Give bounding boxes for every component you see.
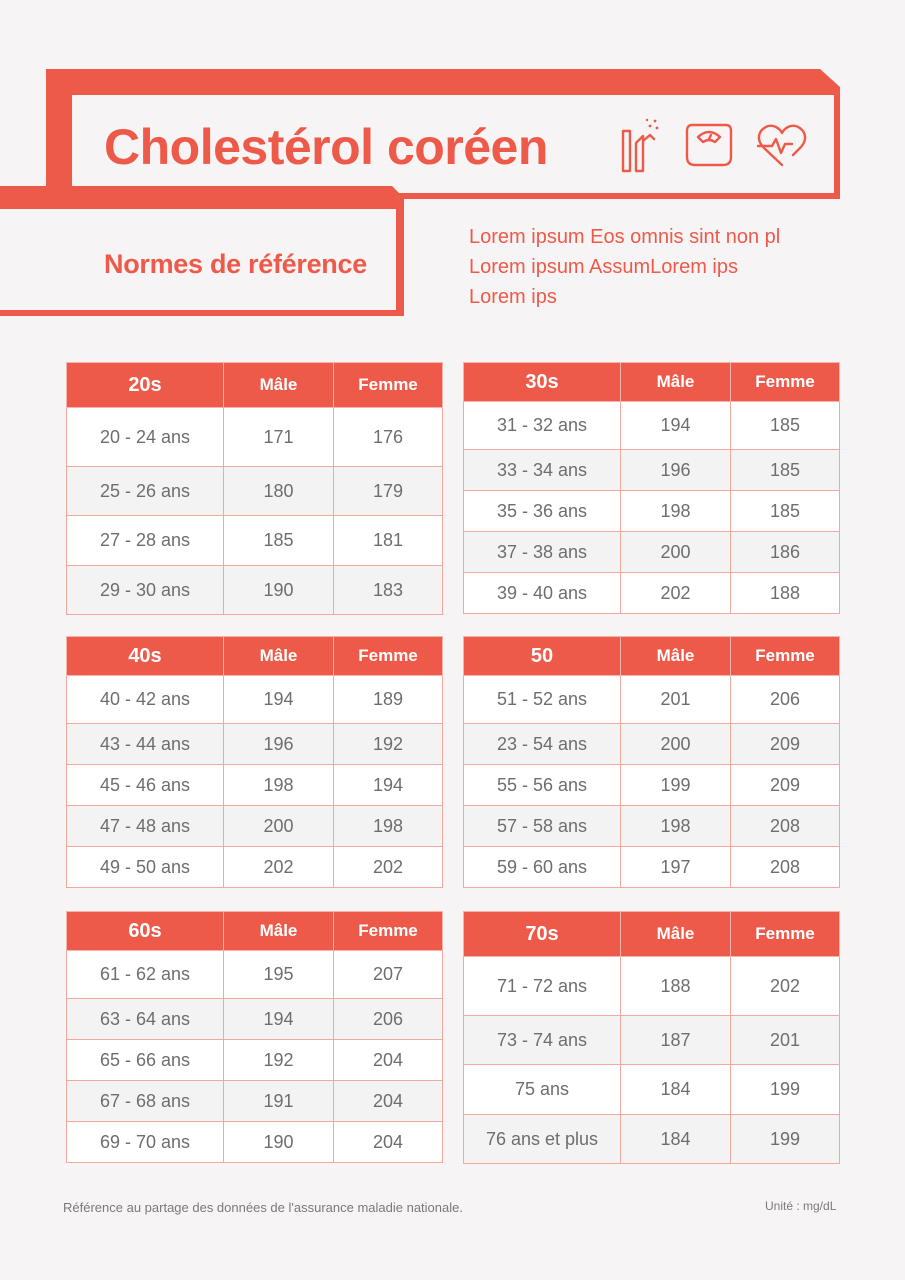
female-cell: 207 [334, 951, 443, 999]
age-cell: 73 - 74 ans [464, 1016, 621, 1065]
female-cell: 185 [731, 491, 840, 532]
table-row [464, 491, 840, 532]
table-header-age: 70s [464, 912, 621, 957]
age-cell: 75 ans [464, 1065, 621, 1115]
age-cell: 25 - 26 ans [67, 467, 224, 516]
age-cell: 49 - 50 ans [67, 847, 224, 888]
female-cell: 199 [731, 1115, 840, 1164]
female-cell: 208 [731, 847, 840, 888]
table-row [464, 450, 840, 491]
table-header-age: 50 [464, 637, 621, 676]
female-cell: 192 [334, 724, 443, 765]
female-cell: 185 [731, 402, 840, 450]
age-cell: 57 - 58 ans [464, 806, 621, 847]
male-cell: 196 [224, 724, 334, 765]
table-header-female: Femme [334, 363, 443, 408]
table-row [67, 999, 443, 1040]
age-cell: 61 - 62 ans [67, 951, 224, 999]
unit-note: Unité : mg/dL [765, 1199, 837, 1213]
age-cell: 37 - 38 ans [464, 532, 621, 573]
male-cell: 194 [621, 402, 731, 450]
male-cell: 198 [621, 806, 731, 847]
description-line: Lorem ipsum Eos omnis sint non pl [469, 226, 781, 248]
table-header-age: 60s [67, 912, 224, 951]
female-cell: 206 [731, 676, 840, 724]
male-cell: 171 [224, 408, 334, 467]
male-cell: 199 [621, 765, 731, 806]
table-70s [463, 911, 840, 1164]
male-cell: 187 [621, 1016, 731, 1065]
table-row [67, 1081, 443, 1122]
male-cell: 184 [621, 1115, 731, 1164]
female-cell: 185 [731, 450, 840, 491]
female-cell: 198 [334, 806, 443, 847]
male-cell: 194 [224, 676, 334, 724]
age-cell: 31 - 32 ans [464, 402, 621, 450]
table-row [464, 1115, 840, 1164]
table-row [464, 847, 840, 888]
table-header-female: Femme [731, 912, 840, 957]
table-row [464, 402, 840, 450]
table-header-male: Mâle [224, 363, 334, 408]
age-cell: 76 ans et plus [464, 1115, 621, 1164]
table-row [67, 1040, 443, 1081]
table-row [67, 724, 443, 765]
table-row [67, 847, 443, 888]
table-row [464, 724, 840, 765]
table-row [464, 806, 840, 847]
female-cell: 209 [731, 765, 840, 806]
female-cell: 188 [731, 573, 840, 614]
age-cell: 20 - 24 ans [67, 408, 224, 467]
female-cell: 208 [731, 806, 840, 847]
table-header-male: Mâle [621, 912, 731, 957]
female-cell: 209 [731, 724, 840, 765]
female-cell: 189 [334, 676, 443, 724]
description [469, 222, 780, 312]
table-60s [66, 911, 443, 1163]
male-cell: 197 [621, 847, 731, 888]
table-header-age: 40s [67, 637, 224, 676]
table-50s [463, 636, 840, 888]
male-cell: 190 [224, 566, 334, 615]
female-cell: 206 [334, 999, 443, 1040]
table-row [464, 765, 840, 806]
table-row [464, 957, 840, 1016]
table-row [67, 408, 443, 467]
male-cell: 194 [224, 999, 334, 1040]
age-cell: 27 - 28 ans [67, 516, 224, 566]
source-note: Référence au partage des données de l'assurance maladie nationale. [63, 1200, 463, 1215]
male-cell: 202 [224, 847, 334, 888]
male-cell: 198 [621, 491, 731, 532]
male-cell: 201 [621, 676, 731, 724]
age-cell: 63 - 64 ans [67, 999, 224, 1040]
male-cell: 185 [224, 516, 334, 566]
age-cell: 40 - 42 ans [67, 676, 224, 724]
male-cell: 180 [224, 467, 334, 516]
male-cell: 200 [621, 724, 731, 765]
table-header-female: Femme [731, 637, 840, 676]
female-cell: 176 [334, 408, 443, 467]
table-header-female: Femme [334, 637, 443, 676]
male-cell: 184 [621, 1065, 731, 1115]
male-cell: 202 [621, 573, 731, 614]
age-cell: 35 - 36 ans [464, 491, 621, 532]
age-cell: 71 - 72 ans [464, 957, 621, 1016]
age-cell: 23 - 54 ans [464, 724, 621, 765]
age-cell: 29 - 30 ans [67, 566, 224, 615]
table-40s [66, 636, 443, 888]
female-cell: 194 [334, 765, 443, 806]
table-row [464, 573, 840, 614]
description-line: Lorem ipsum AssumLorem ips [469, 256, 738, 278]
age-cell: 67 - 68 ans [67, 1081, 224, 1122]
table-row [67, 467, 443, 516]
table-header-female: Femme [731, 363, 840, 402]
table-header-age: 30s [464, 363, 621, 402]
female-cell: 204 [334, 1122, 443, 1163]
female-cell: 201 [731, 1016, 840, 1065]
age-cell: 69 - 70 ans [67, 1122, 224, 1163]
page-subtitle: Normes de référence [104, 249, 367, 279]
scale-icon [684, 123, 734, 167]
table-30s [463, 362, 840, 614]
female-cell: 186 [731, 532, 840, 573]
table-row [464, 1016, 840, 1065]
table-header-female: Femme [334, 912, 443, 951]
age-cell: 33 - 34 ans [464, 450, 621, 491]
table-row [67, 676, 443, 724]
age-cell: 43 - 44 ans [67, 724, 224, 765]
age-cell: 55 - 56 ans [464, 765, 621, 806]
table-header-male: Mâle [224, 912, 334, 951]
male-cell: 191 [224, 1081, 334, 1122]
male-cell: 196 [621, 450, 731, 491]
age-cell: 45 - 46 ans [67, 765, 224, 806]
table-row [67, 566, 443, 615]
female-cell: 179 [334, 467, 443, 516]
table-row [67, 951, 443, 999]
table-header-male: Mâle [621, 637, 731, 676]
table-row [67, 806, 443, 847]
male-cell: 200 [224, 806, 334, 847]
header-icons [618, 115, 808, 175]
age-cell: 65 - 66 ans [67, 1040, 224, 1081]
page-title: Cholestérol coréen [104, 119, 548, 175]
male-cell: 198 [224, 765, 334, 806]
female-cell: 183 [334, 566, 443, 615]
male-cell: 190 [224, 1122, 334, 1163]
male-cell: 188 [621, 957, 731, 1016]
age-cell: 59 - 60 ans [464, 847, 621, 888]
female-cell: 199 [731, 1065, 840, 1115]
age-cell: 47 - 48 ans [67, 806, 224, 847]
female-cell: 181 [334, 516, 443, 566]
table-row [464, 676, 840, 724]
female-cell: 204 [334, 1040, 443, 1081]
table-row [67, 765, 443, 806]
table-row [464, 532, 840, 573]
female-cell: 202 [334, 847, 443, 888]
table-row [67, 516, 443, 566]
table-20s [66, 362, 443, 615]
description-line: Lorem ips [469, 286, 557, 308]
table-row [67, 1122, 443, 1163]
table-row [464, 1065, 840, 1115]
female-cell: 202 [731, 957, 840, 1016]
table-header-age: 20s [67, 363, 224, 408]
female-cell: 204 [334, 1081, 443, 1122]
table-header-male: Mâle [224, 637, 334, 676]
male-cell: 195 [224, 951, 334, 999]
age-cell: 39 - 40 ans [464, 573, 621, 614]
male-cell: 200 [621, 532, 731, 573]
male-cell: 192 [224, 1040, 334, 1081]
age-cell: 51 - 52 ans [464, 676, 621, 724]
heart-pulse-icon [756, 122, 808, 168]
cigarette-icon [618, 117, 662, 173]
table-header-male: Mâle [621, 363, 731, 402]
